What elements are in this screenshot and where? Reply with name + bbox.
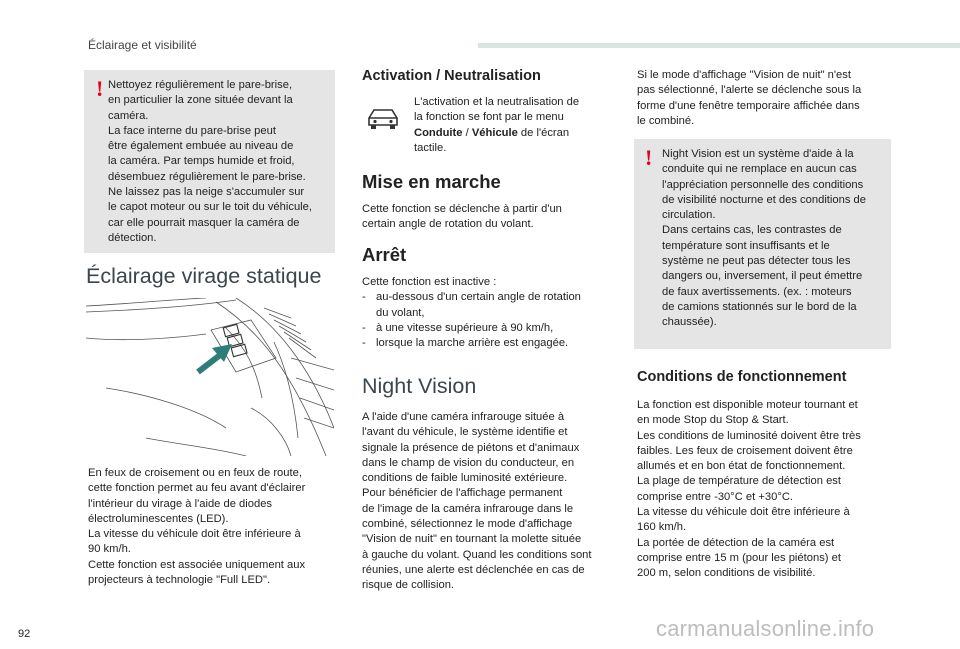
arret-text <box>362 275 612 351</box>
night-line: combiné, sélectionnez le mode d'affichage <box>362 518 573 531</box>
activation-line: la fonction se font par le menu <box>414 111 564 124</box>
intro-line: pas sélectionné, l'alerte se déclenche sous la <box>637 84 862 97</box>
list-item: - lorsque la marche arrière est engagée. <box>362 336 612 351</box>
mise-line: Cette fonction se déclenche à partir d'un <box>362 203 562 215</box>
note-line: Dans certains cas, les contrastes de <box>662 224 842 237</box>
note-line: de visibilité nocturne et des conditions de <box>662 193 866 206</box>
eclairage-virage-body <box>88 466 338 588</box>
activation-line: L'activation et la neutralisation de <box>414 96 580 108</box>
night-line: à gauche du volant. Quand les conditions sont <box>362 548 592 561</box>
conditions-line: Les conditions de luminosité doivent être très <box>637 429 861 442</box>
heading-mise-en-marche: Mise en marche <box>362 171 501 192</box>
menu-vehicule: Véhicule <box>471 126 518 139</box>
night-line: réunies, une alerte est déclenchée en cas de <box>362 563 585 576</box>
pointer-arrow-icon <box>198 344 232 372</box>
conditions-line: La vitesse du véhicule doit être inférieure à <box>637 506 850 519</box>
note-line: car elle pourrait masquer la caméra de <box>108 216 300 229</box>
arret-intro: Cette fonction est inactive : <box>362 276 497 288</box>
note-line: Ne laissez pas la neige s'accumuler sur <box>108 186 305 199</box>
body-line: cette fonction permet au feu avant d'éclairer <box>88 482 306 495</box>
note-line: système ne peut pas détecter tous les <box>662 255 851 268</box>
note-line: de faux avertissements. (ex. : moteurs <box>662 285 852 298</box>
heading-activation: Activation / Neutralisation <box>362 68 541 84</box>
heading-night-vision: Night Vision <box>362 374 477 398</box>
note-line: le capot moteur ou sur le toit du véhicule, <box>108 201 312 214</box>
list-item: - à une vitesse supérieure à 90 km/h, <box>362 321 612 336</box>
night-line: Pour bénéficier de l'affichage permanent <box>362 487 563 500</box>
vision-de-nuit-intro <box>637 68 892 129</box>
night-line: dans le champ de vision du conducteur, en <box>362 456 575 469</box>
conditions-line: comprise entre 15 m (pour les piétons) et <box>637 551 841 564</box>
note-line: conduite qui ne remplace en aucun cas <box>662 163 857 176</box>
page-number: 92 <box>18 628 31 640</box>
conditions-line: comprise entre -30°C et +30°C. <box>637 490 794 503</box>
list-item-text: du volant, <box>376 306 425 319</box>
activation-line <box>414 126 604 141</box>
night-line: risque de collision. <box>362 579 455 592</box>
note-line: dangers ou, inversement, il peut émettre <box>662 270 863 283</box>
arret-list <box>362 290 612 351</box>
activation-line-rest: de l'écran <box>517 126 570 139</box>
car-icon <box>366 108 400 130</box>
conditions-line: La plage de température de détection est <box>637 475 842 488</box>
warning-note-text <box>108 78 333 246</box>
night-vision-text <box>362 410 617 594</box>
note-line: Nettoyez régulièrement le pare-brise, <box>108 79 293 91</box>
night-line: conditions de faible luminosité extérieure. <box>362 472 568 485</box>
menu-conduite: Conduite <box>414 126 463 139</box>
note-line: chaussée). <box>662 316 717 329</box>
night-vision-note-text <box>662 147 890 331</box>
headlamp-drawing <box>86 298 334 456</box>
intro-line: Si le mode d'affichage "Vision de nuit" n'est <box>637 69 851 81</box>
watermark: carmanualsonline.info <box>656 616 875 641</box>
note-line: désembuez régulièrement le pare-brise. <box>108 170 306 183</box>
note-line: température sont insuffisants et le <box>662 239 830 252</box>
list-item <box>362 290 612 321</box>
section-title-eclairage-virage: Éclairage virage statique <box>86 264 322 288</box>
conditions-text <box>637 398 897 582</box>
note-line: Night Vision est un système d'aide à la <box>662 148 854 160</box>
list-item-text: au-dessous d'un certain angle de rotation <box>376 291 581 304</box>
night-line: l'avant du véhicule, le système identifie et <box>362 426 568 439</box>
activation-line: tactile. <box>414 141 447 154</box>
note-line: être également embuée au niveau de <box>108 140 294 153</box>
warning-note-windscreen <box>84 70 335 253</box>
mise-en-marche-text <box>362 202 612 233</box>
body-line: La vitesse du véhicule doit être inférieure à <box>88 528 301 541</box>
conditions-line: en mode Stop du Stop & Start. <box>637 414 789 427</box>
night-line: A l'aide d'une caméra infrarouge située à <box>362 411 565 423</box>
body-line: 90 km/h. <box>88 543 131 556</box>
note-line: la caméra. Par temps humide et froid, <box>108 155 295 168</box>
running-title: Éclairage et visibilité <box>88 38 197 52</box>
note-line: caméra. <box>108 109 149 122</box>
body-line: En feux de croisement ou en feux de route, <box>88 467 302 479</box>
warning-exclamation-icon: ! <box>96 76 104 101</box>
warning-note-night-vision <box>634 139 891 349</box>
note-line: circulation. <box>662 209 716 222</box>
warning-exclamation-icon: ! <box>645 145 653 170</box>
body-line: projecteurs à technologie "Full LED". <box>88 574 271 587</box>
conditions-line: 160 km/h. <box>637 521 687 534</box>
body-line: l'intérieur du virage à l'aide de diodes <box>88 497 273 510</box>
night-line: de l'image de la caméra infrarouge dans le <box>362 502 574 515</box>
note-line: en particulier la zone située devant la <box>108 94 293 107</box>
conditions-line: La fonction est disponible moteur tournant et <box>637 399 858 411</box>
heading-conditions: Conditions de fonctionnement <box>637 369 847 385</box>
conditions-line: La portée de détection de la caméra est <box>637 536 835 549</box>
body-line: électroluminescentes (LED). <box>88 512 229 525</box>
note-line: de camions stationnés sur le bord de la <box>662 300 857 313</box>
menu-separator: / <box>462 126 472 139</box>
intro-line: le combiné. <box>637 114 695 127</box>
headlamp-illustration <box>86 298 334 456</box>
mise-line: certain angle de rotation du volant. <box>362 218 534 231</box>
note-line: l'appréciation personnelle des conditions <box>662 178 864 191</box>
intro-line: forme d'une fenêtre temporaire affichée dans <box>637 99 860 112</box>
heading-arret: Arrêt <box>362 244 407 265</box>
conditions-line: faibles. Les feux de croisement doivent être <box>637 444 853 457</box>
night-line: signale la présence de piétons et d'animaux <box>362 441 580 454</box>
night-line: "Vision de nuit" en tournant la molette située <box>362 533 582 546</box>
header-accent-bar <box>478 43 960 48</box>
activation-text <box>414 95 604 156</box>
conditions-line: 200 m, selon conditions de visibilité. <box>637 567 816 580</box>
note-line: La face interne du pare-brise peut <box>108 124 276 137</box>
note-line: détection. <box>108 231 157 244</box>
conditions-line: allumés et en bon état de fonctionnement. <box>637 460 846 473</box>
body-line: Cette fonction est associée uniquement aux <box>88 558 306 571</box>
